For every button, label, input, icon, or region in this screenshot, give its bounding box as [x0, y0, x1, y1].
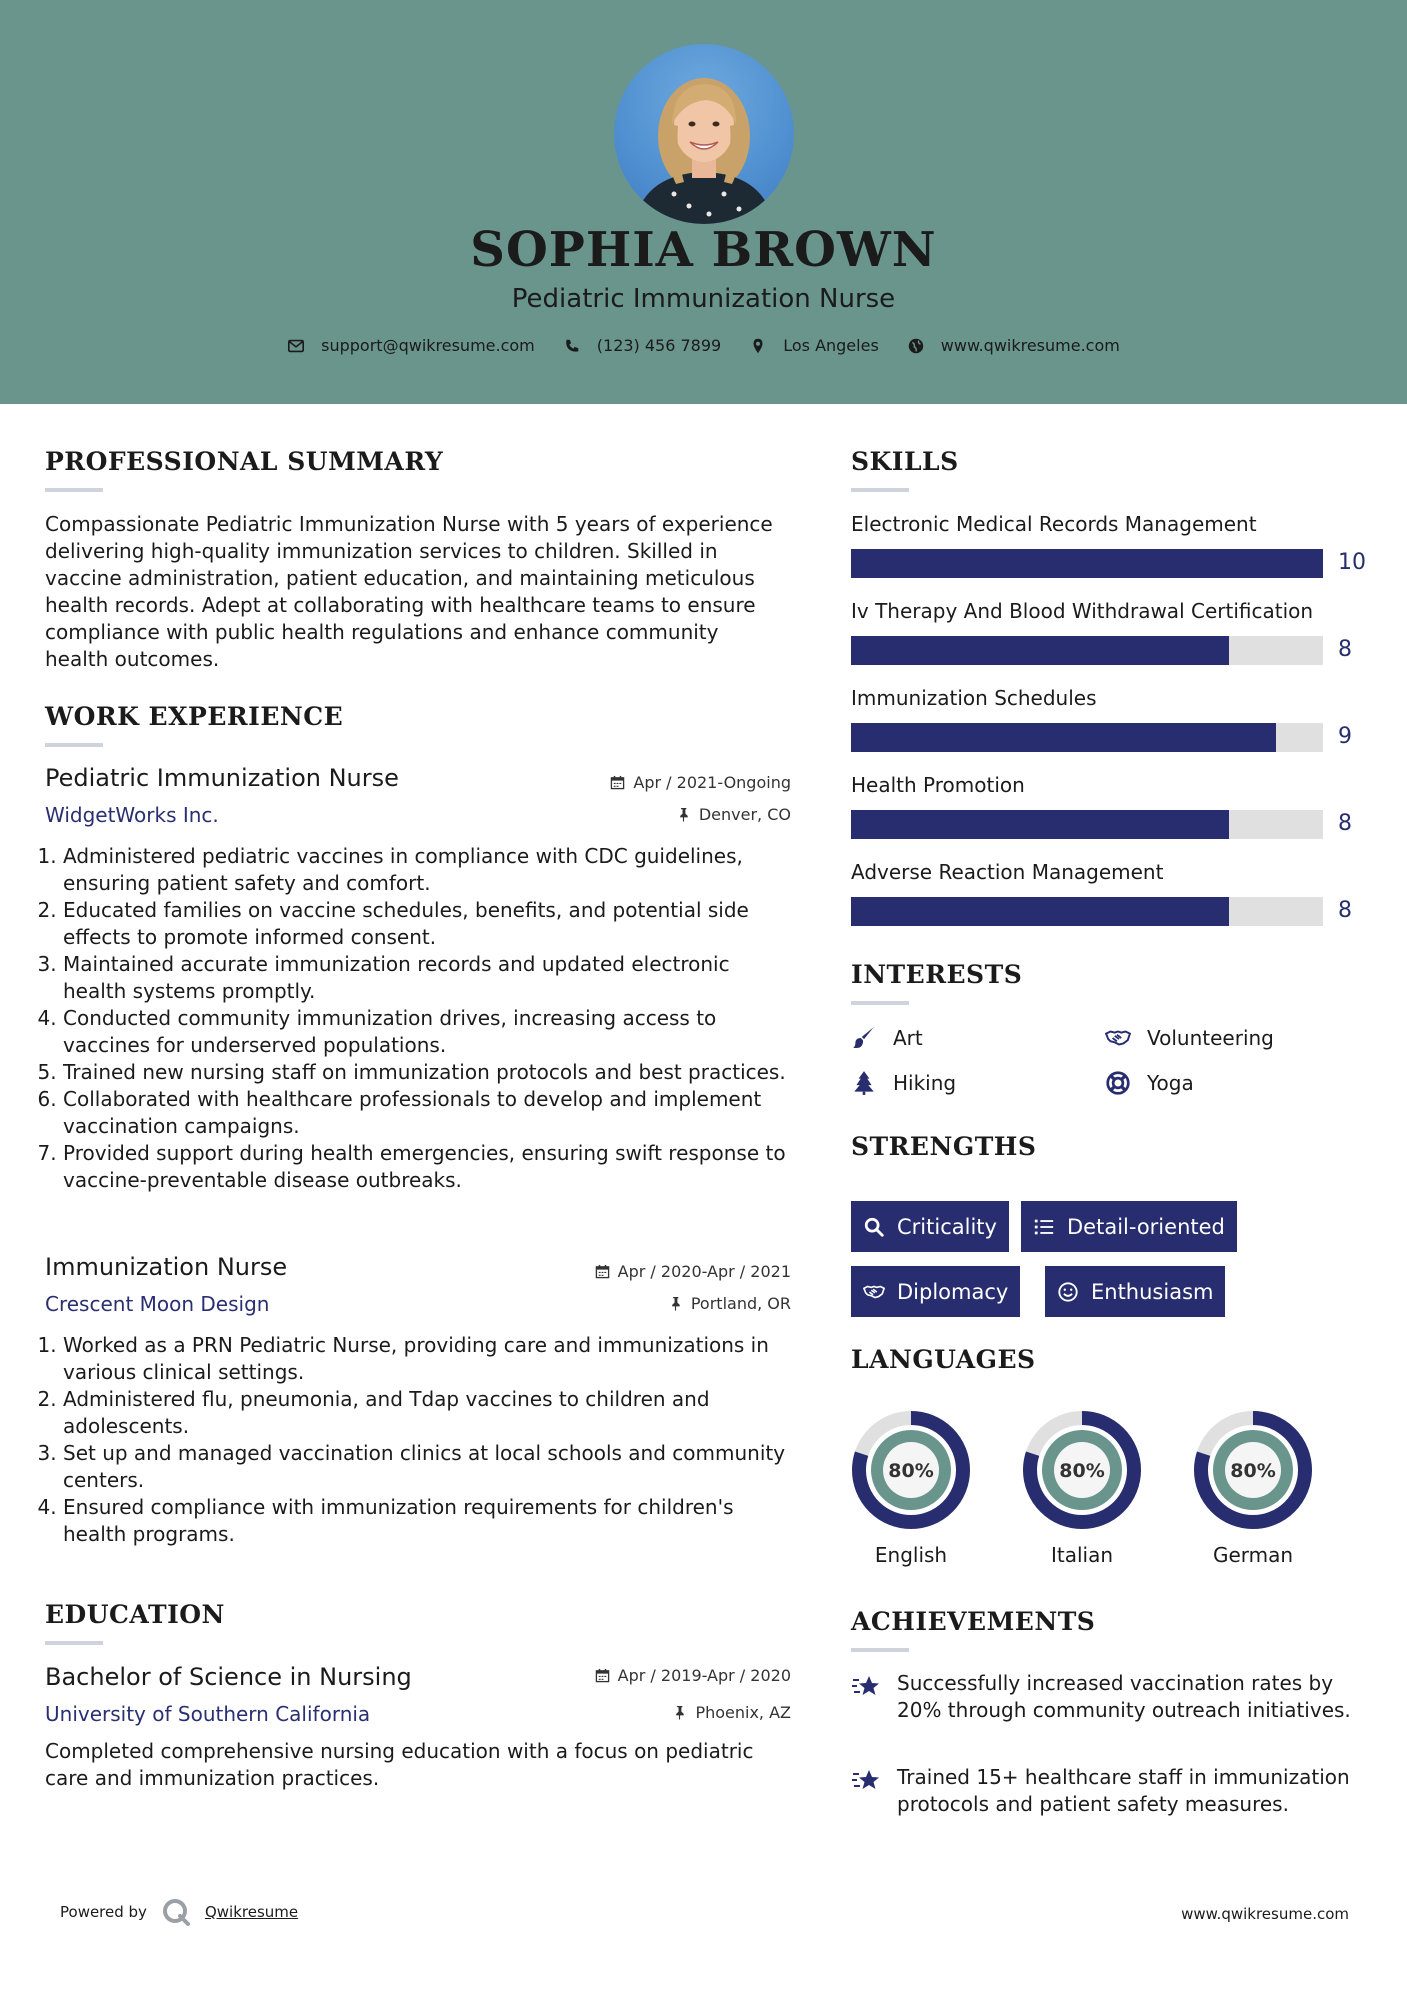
interest-item-art [851, 1025, 923, 1051]
strength-badge-detail-oriented [1021, 1201, 1237, 1252]
skill-bar-fill [851, 549, 1323, 578]
language-item [850, 1409, 972, 1567]
interest-label: Art [893, 1026, 923, 1050]
summary-text: Compassionate Pediatric Immunization Nurse with 5 years of experience delivering high-quality immunization services to children. Skilled in vaccine administration, patient education, and maintaining meticulous health records. Adept at collaborating with healthcare teams to ensure compliance with public health regulations and enhance community health outcomes. [45, 512, 773, 671]
achievement-text: Successfully increased vaccination rates by 20% through community outreach initiatives. [897, 1671, 1351, 1722]
list-item: 3. Maintained accurate immunization records and updated electronic health systems promptly. [63, 951, 790, 1005]
skill-bar-fill [851, 897, 1229, 926]
skill-bar-track [851, 636, 1323, 665]
achievement-item [851, 1764, 1371, 1818]
skills-heading: SKILLS [851, 447, 959, 476]
skill-level: 8 [1338, 898, 1352, 923]
job-title: Pediatric Immunization Nurse [45, 764, 399, 792]
calendar-icon [595, 1668, 610, 1683]
star-award-icon [851, 1766, 881, 1796]
skill-bar-fill [851, 723, 1276, 752]
footer-powered-by [60, 1897, 298, 1927]
language-name: Italian [1050, 1543, 1114, 1567]
strength-badge-criticality [851, 1201, 1009, 1252]
pushpin-icon [672, 1705, 687, 1720]
list-item: 4. Conducted community immunization drives, increasing access to vaccines for underserved populations. [63, 1005, 790, 1059]
paintbrush-icon [851, 1025, 877, 1051]
contact-website[interactable] [907, 336, 1120, 355]
experience-heading: WORK EXPERIENCE [45, 702, 344, 731]
pushpin-icon [668, 1296, 683, 1311]
language-percent: 80% [1230, 1460, 1276, 1482]
star-award-icon [851, 1672, 881, 1702]
phone-icon [563, 337, 581, 355]
skill-name: Iv Therapy And Blood Withdrawal Certification [851, 599, 1314, 623]
language-percent: 80% [1059, 1460, 1105, 1482]
education-heading: EDUCATION [45, 1600, 225, 1629]
powered-by-label: Powered by [60, 1903, 147, 1921]
language-ring [1021, 1409, 1143, 1531]
skills-heading-underline [851, 488, 909, 492]
language-name: German [1212, 1543, 1294, 1567]
job-location [676, 805, 791, 824]
pushpin-icon [676, 807, 691, 822]
strength-label: Diplomacy [897, 1279, 1009, 1304]
skill-name: Electronic Medical Records Management [851, 512, 1257, 536]
education-heading-underline [45, 1641, 103, 1645]
contact-location-text: Los Angeles [783, 336, 879, 355]
interest-label: Yoga [1147, 1071, 1194, 1095]
calendar-icon [610, 775, 625, 790]
job-location-text: Portland, OR [690, 1294, 791, 1313]
contact-phone[interactable] [563, 336, 721, 355]
company-name: WidgetWorks Inc. [45, 803, 219, 827]
skill-bar-track [851, 810, 1323, 839]
interests-heading: INTERESTS [851, 960, 1023, 989]
list-item: 1. Administered pediatric vaccines in compliance with CDC guidelines, ensuring patient safety and comfort. [63, 843, 790, 897]
search-icon [863, 1216, 885, 1238]
lifebuoy-icon [1105, 1070, 1131, 1096]
interests-heading-underline [851, 1001, 909, 1005]
calendar-icon [595, 1264, 610, 1279]
school-name: University of Southern California [45, 1702, 371, 1726]
contact-phone-text: (123) 456 7899 [596, 336, 722, 355]
contact-email-text: support@qwikresume.com [321, 336, 535, 355]
tree-icon [851, 1070, 877, 1096]
strength-label: Detail-oriented [1067, 1214, 1225, 1239]
skill-bar-track [851, 897, 1323, 926]
education-text: Completed comprehensive nursing education with a focus on pediatric care and immunization practices. [45, 1739, 754, 1790]
language-ring [1192, 1409, 1314, 1531]
strength-badge-enthusiasm [1045, 1266, 1225, 1317]
globe-icon [907, 337, 925, 355]
language-percent: 80% [888, 1460, 934, 1482]
list-item: 2. Educated families on vaccine schedules, benefits, and potential side effects to promote informed consent. [63, 897, 790, 951]
job-dates-text: Apr / 2020-Apr / 2021 [617, 1262, 791, 1281]
candidate-name: SOPHIA BROWN [470, 222, 937, 278]
list-item: 7. Provided support during health emergencies, ensuring swift response to vaccine-preventable disease outbreaks. [63, 1140, 790, 1194]
interest-label: Hiking [893, 1071, 957, 1095]
achievements-heading-underline [851, 1648, 909, 1652]
strength-badge-diplomacy [851, 1266, 1020, 1317]
skill-name: Immunization Schedules [851, 686, 1097, 710]
skill-name: Health Promotion [851, 773, 1025, 797]
skill-level: 9 [1338, 724, 1352, 749]
experience-heading-underline [45, 743, 103, 747]
strengths-heading: STRENGTHS [851, 1132, 1037, 1161]
summary-heading-underline [45, 488, 103, 492]
handshake-icon [863, 1281, 885, 1303]
interest-item-volunteering [1105, 1025, 1274, 1051]
languages-heading: LANGUAGES [851, 1345, 1036, 1374]
skill-level: 8 [1338, 637, 1352, 662]
achievement-item [851, 1670, 1371, 1724]
skill-bar-track [851, 549, 1323, 578]
list-icon [1033, 1216, 1055, 1238]
education-dates-text: Apr / 2019-Apr / 2020 [617, 1666, 791, 1685]
job-dates [595, 1262, 791, 1281]
job-location-text: Denver, CO [698, 805, 791, 824]
qwikresume-link[interactable]: Qwikresume [204, 1903, 299, 1921]
list-item: 4. Ensured compliance with immunization requirements for children's health programs. [63, 1494, 790, 1548]
job-dates-text: Apr / 2021-Ongoing [633, 773, 791, 792]
job-duties-list [45, 843, 790, 1194]
job-location [668, 1294, 791, 1313]
qwikresume-logo-icon [161, 1897, 191, 1927]
contact-website-text: www.qwikresume.com [940, 336, 1120, 355]
job-duties-list [45, 1332, 790, 1548]
language-ring [850, 1409, 972, 1531]
list-item: 6. Collaborated with healthcare professionals to develop and implement vaccination campaigns. [63, 1086, 790, 1140]
smile-icon [1057, 1281, 1079, 1303]
achievements-heading: ACHIEVEMENTS [851, 1607, 1096, 1636]
list-item: 5. Trained new nursing staff on immunization protocols and best practices. [63, 1059, 790, 1086]
interest-label: Volunteering [1147, 1026, 1274, 1050]
handshake-icon [1105, 1025, 1131, 1051]
contact-email[interactable] [287, 336, 535, 355]
interest-item-yoga [1105, 1070, 1194, 1096]
strength-label: Criticality [897, 1214, 997, 1239]
language-item [1192, 1409, 1314, 1567]
list-item: 1. Worked as a PRN Pediatric Nurse, providing care and immunizations in various clinical settings. [63, 1332, 790, 1386]
education-location [672, 1703, 791, 1722]
list-item: 3. Set up and managed vaccination clinics at local schools and community centers. [63, 1440, 790, 1494]
skill-level: 10 [1338, 550, 1366, 575]
company-name: Crescent Moon Design [45, 1292, 270, 1316]
degree-title: Bachelor of Science in Nursing [45, 1663, 412, 1691]
skill-level: 8 [1338, 811, 1352, 836]
interest-item-hiking [851, 1070, 956, 1096]
skill-name: Adverse Reaction Management [851, 860, 1164, 884]
envelope-icon [287, 337, 305, 355]
list-item: 2. Administered flu, pneumonia, and Tdap vaccines to children and adolescents. [63, 1386, 790, 1440]
skill-bar-fill [851, 810, 1229, 839]
contact-bar [0, 336, 1407, 355]
profile-photo [614, 44, 794, 224]
skill-bar-fill [851, 636, 1229, 665]
summary-heading: PROFESSIONAL SUMMARY [45, 447, 444, 476]
footer-url[interactable]: www.qwikresume.com [1181, 1905, 1349, 1923]
education-dates [595, 1666, 791, 1685]
job-title: Immunization Nurse [45, 1253, 288, 1281]
language-name: English [874, 1543, 948, 1567]
skill-bar-track [851, 723, 1323, 752]
language-item [1021, 1409, 1143, 1567]
header-banner [0, 0, 1407, 404]
job-dates [610, 773, 791, 792]
strength-label: Enthusiasm [1091, 1279, 1214, 1304]
achievement-text: Trained 15+ healthcare staff in immunization protocols and patient safety measures. [897, 1765, 1350, 1816]
contact-location [749, 336, 879, 355]
candidate-role: Pediatric Immunization Nurse [511, 284, 896, 314]
education-location-text: Phoenix, AZ [695, 1703, 791, 1722]
location-pin-icon [749, 337, 767, 355]
